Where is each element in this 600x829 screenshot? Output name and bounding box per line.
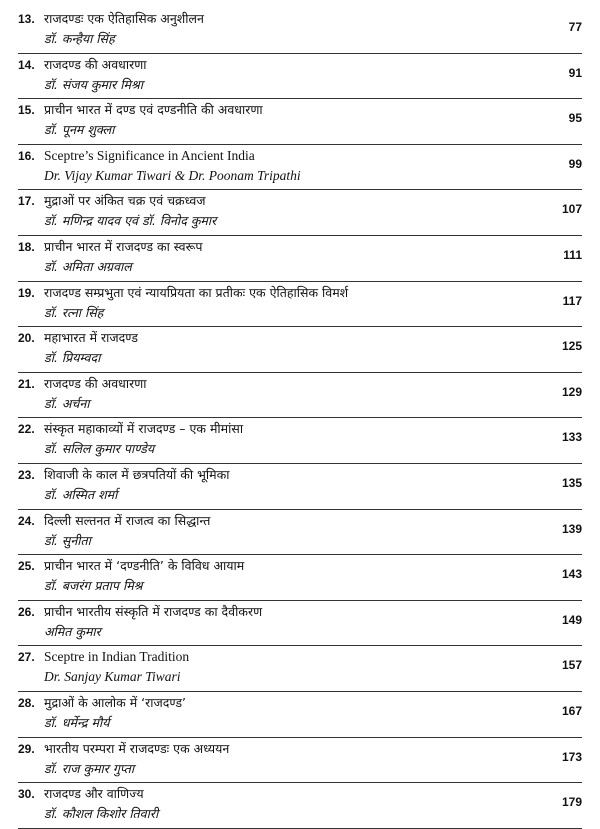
page-number: 91 [568,65,582,80]
toc-entry-title-row [18,555,582,582]
toc-entry-title-row [18,373,582,399]
chapter-number: 14. [18,57,35,72]
page-number: 117 [562,293,582,308]
chapter-author: डॉ. कन्हैया सिंह [44,31,115,46]
toc-entry-title-row [18,418,582,445]
page-number: 129 [561,384,582,399]
page-number: 111 [563,247,582,262]
chapter-title: राजदण्डः एक ऐतिहासिक अनुशीलन [44,11,204,26]
toc-entry-title-row [18,145,582,171]
page-number: 149 [561,612,582,627]
page-number: 107 [561,202,582,217]
toc-entry[interactable] [0,190,600,236]
chapter-number: 17. [18,194,35,209]
chapter-number: 29. [18,741,35,756]
page-number: 99 [568,156,582,171]
toc-entry-title-row [18,510,582,536]
chapter-number: 19. [18,285,35,300]
chapter-number: 28. [18,695,35,710]
chapter-title: प्राचीन भारतीय संस्कृति में राजदण्ड का दैवीकरण [44,603,263,619]
toc-entry[interactable] [0,282,600,328]
page-number: 143 [561,567,582,582]
toc-entry[interactable] [0,373,600,419]
chapter-number: 15. [18,103,35,118]
toc-entry[interactable] [0,510,600,556]
page-number: 77 [568,20,582,34]
page-number: 133 [561,430,582,445]
toc-entry-title-row [18,464,582,490]
toc-entry-title-row [18,327,582,354]
toc-entry-title-row [18,738,582,764]
chapter-author: डॉ. अस्मित शर्मा [44,486,118,502]
toc-entry[interactable] [0,99,600,145]
chapter-title: Sceptre in Indian Tradition [44,649,190,665]
toc-entry[interactable] [0,601,600,647]
chapter-number: 30. [18,787,35,802]
chapter-title: प्राचीन भारत में राजदण्ड का स्वरूप [44,238,203,254]
chapter-author: डॉ. सुनीता [44,532,91,548]
toc-entry[interactable] [0,54,600,100]
chapter-number: 22. [18,422,35,437]
chapter-title: मुद्राओं पर अंकित चक्र एवं चक्रध्वज [44,193,206,209]
chapter-author: डॉ. पूनम शुक्ला [44,122,115,138]
chapter-title: भारतीय परम्परा में राजदण्डः एक अध्ययन [44,740,230,756]
chapter-author: डॉ. मणिन्द्र यादव एवं डॉ. विनोद कुमार [44,213,217,229]
chapter-number: 13. [18,12,35,26]
chapter-author: डॉ. रत्ना सिंह [44,304,104,320]
chapter-title: महाभारत में राजदण्ड [44,330,138,346]
chapter-author: डॉ. राज कुमार गुप्ता [44,760,135,776]
toc-entry[interactable] [0,8,600,54]
toc-entry-title-row [18,783,582,810]
page-number: 125 [561,339,582,354]
chapter-number: 18. [18,239,35,254]
page-number: 95 [568,111,582,126]
chapter-number: 25. [18,559,35,574]
toc-entry[interactable] [0,783,600,829]
toc-entry-title-row [18,236,582,262]
toc-entry[interactable] [0,464,600,510]
chapter-title: प्राचीन भारत में ‘दण्डनीति’ के विविध आयाम [44,558,245,574]
toc-entry-title-row [18,282,582,308]
chapter-title: Sceptre’s Significance in Ancient India [44,147,255,163]
toc-entry[interactable] [0,418,600,464]
chapter-author: डॉ. अर्चना [44,395,90,411]
chapter-title: संस्कृत महाकाव्यों में राजदण्ड – एक मीमांसा [44,421,244,437]
chapter-author: डॉ. प्रियम्वदा [44,350,101,366]
chapter-author: डॉ. सलिल कुमार पाण्डेय [44,441,155,457]
chapter-number: 20. [18,331,35,346]
toc-entry[interactable] [0,555,600,601]
chapter-author: Dr. Sanjay Kumar Tiwari [44,669,181,685]
table-of-contents [0,8,600,829]
chapter-author: डॉ. अमिता अग्रवाल [44,258,132,274]
chapter-author: डॉ. कौशल किशोर तिवारी [44,806,159,822]
chapter-number: 23. [18,467,35,482]
chapter-title: राजदण्ड सम्प्रभुता एवं न्यायप्रियता का प्रतीकः एक ऐतिहासिक विमर्श [44,284,349,300]
chapter-title: प्राचीन भारत में दण्ड एवं दण्डनीति की अवधारणा [44,102,263,118]
toc-entry-title-row [18,8,582,34]
chapter-title: राजदण्ड की अवधारणा [44,375,147,391]
chapter-author: डॉ. संजय कुमार मिश्रा [44,76,144,92]
toc-entry[interactable] [0,327,600,373]
chapter-number: 26. [18,604,35,619]
chapter-number: 24. [18,513,35,528]
page-number: 173 [561,749,582,764]
toc-entry[interactable] [0,738,600,784]
chapter-title: राजदण्ड और वाणिज्य [44,786,144,802]
page-number: 157 [561,658,582,673]
chapter-author: अमित कुमार [44,623,101,639]
toc-entry[interactable] [0,145,600,191]
page-number: 167 [561,703,582,718]
chapter-author: डॉ. बजरंग प्रताप मिश्र [44,578,143,594]
chapter-title: दिल्ली सल्तनत में राजत्व का सिद्धान्त [44,512,211,528]
page-number: 135 [561,475,582,490]
chapter-author: Dr. Vijay Kumar Tiwari & Dr. Poonam Tripathi [44,167,301,183]
toc-entry[interactable] [0,692,600,738]
chapter-title: राजदण्ड की अवधारणा [44,56,147,72]
page-number: 179 [561,795,582,810]
chapter-number: 16. [18,148,35,163]
toc-entry-title-row [18,601,582,627]
toc-entry-title-row [18,646,582,673]
toc-entry-title-row [18,54,582,80]
chapter-number: 21. [18,376,35,391]
toc-entry[interactable] [0,646,600,692]
page-number: 139 [561,521,582,536]
chapter-number: 27. [18,650,35,665]
chapter-author: डॉ. धर्मेन्द्र मौर्य [44,714,110,730]
toc-entry-title-row [18,190,582,217]
toc-entry-title-row [18,99,582,126]
chapter-title: मुद्राओं के आलोक में ‘राजदण्ड’ [44,694,187,710]
toc-entry-title-row [18,692,582,718]
toc-entry[interactable] [0,236,600,282]
chapter-title: शिवाजी के काल में छत्रपतियों की भूमिका [44,466,230,482]
